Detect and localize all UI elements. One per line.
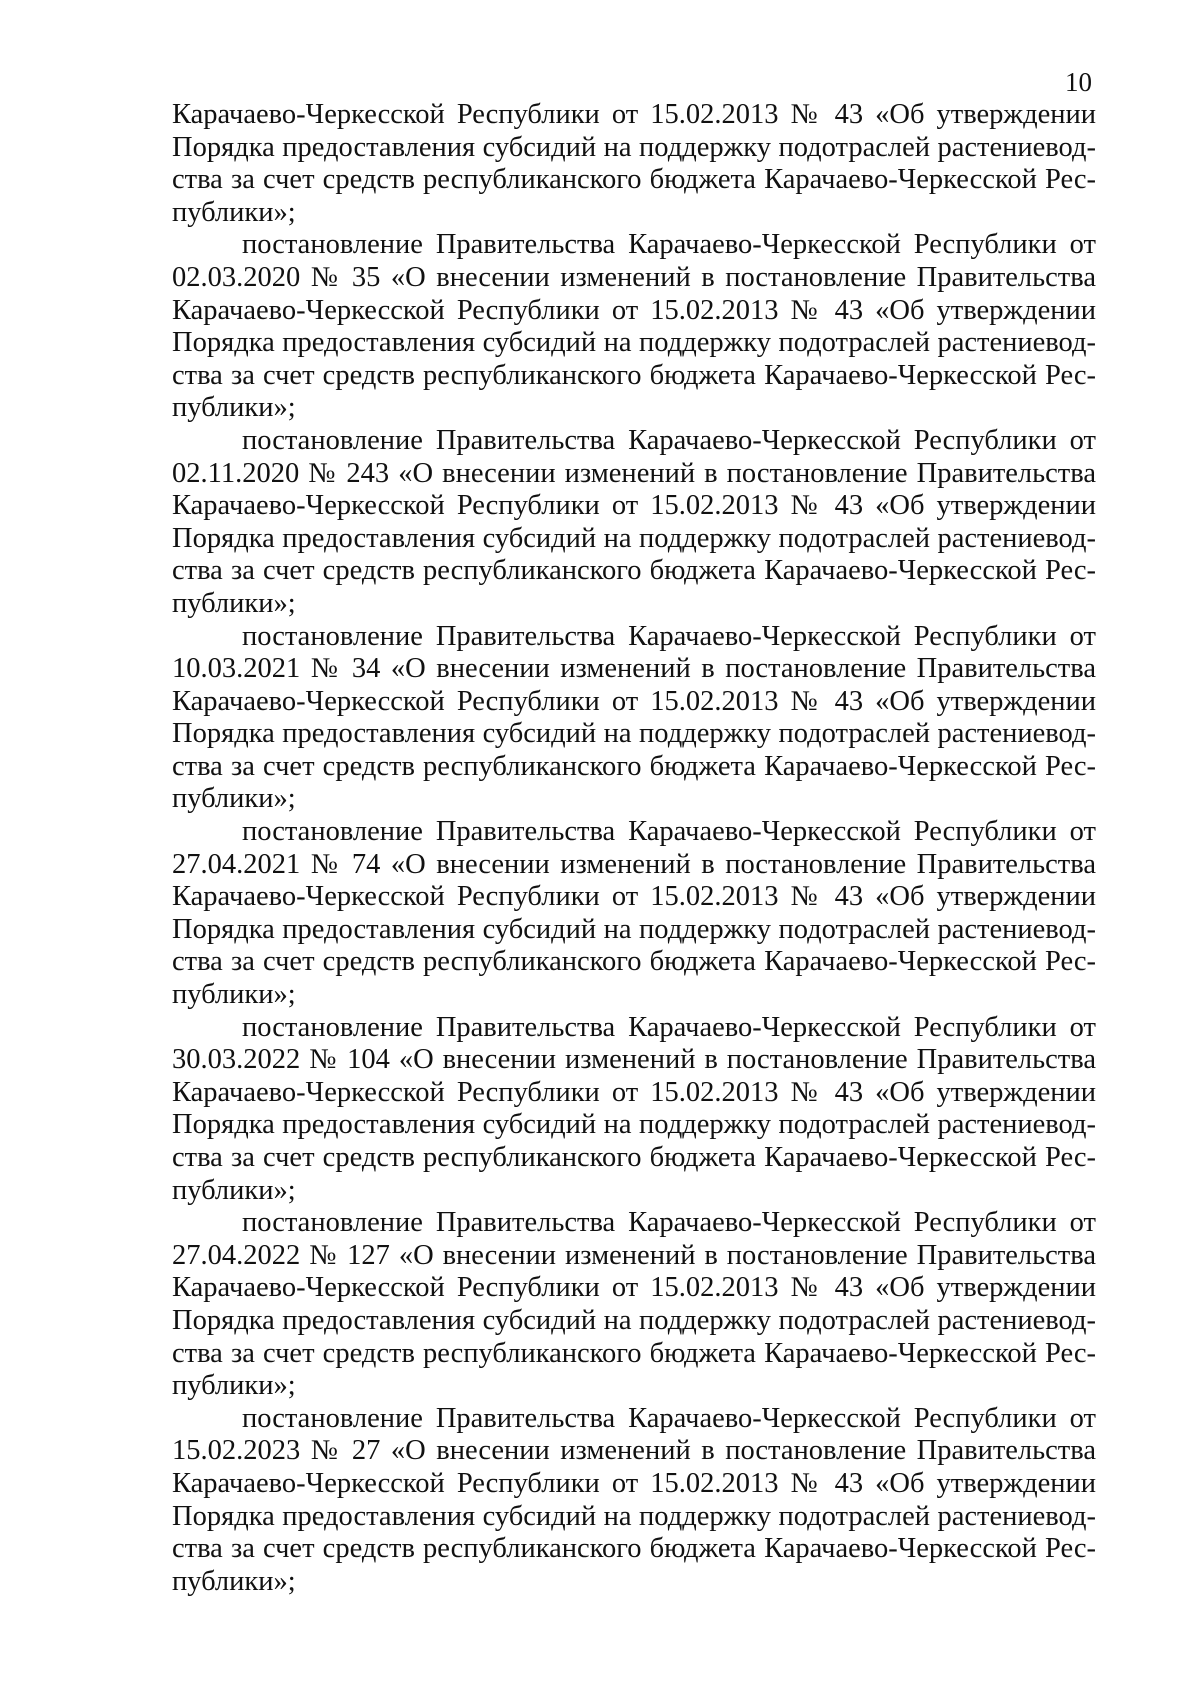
paragraph-continuation: Карачаево-Черкесской Республики от 15.02.2013 № 43 «Об утверждении Порядка предоставления субсидий на поддержку подотраслей растениеводства за счет средств республиканского бюджета Карачаево-Черкесской Республики»;	[172, 99, 1096, 228]
paragraph-resolution-2022-127: постановление Правительства Карачаево-Черкесской Республики от 27.04.2022 № 127 «О внесении изменений в постановление Правительства Карачаево-Черкесской Республики от 15.02.2013 № 43 «Об утверждении Порядка предоставления субсидий на поддержку подотраслей растениеводства за счет средств республиканского бюджета Карачаево-Черкесской Республики»;	[172, 1207, 1096, 1402]
paragraph-resolution-2020-35: постановление Правительства Карачаево-Черкесской Республики от 02.03.2020 № 35 «О внесении изменений в постановление Правительства Карачаево-Черкесской Республики от 15.02.2013 № 43 «Об утверждении Порядка предоставления субсидий на поддержку подотраслей растениеводства за счет средств республиканского бюджета Карачаево-Черкесской Республики»;	[172, 229, 1096, 424]
paragraph-resolution-2020-243: постановление Правительства Карачаево-Черкесской Республики от 02.11.2020 № 243 «О внесении изменений в постановление Правительства Карачаево-Черкесской Республики от 15.02.2013 № 43 «Об утверждении Порядка предоставления субсидий на поддержку подотраслей растениеводства за счет средств республиканского бюджета Карачаево-Черкесской Республики»;	[172, 424, 1096, 619]
page-number: 10	[1065, 67, 1092, 97]
paragraph-resolution-2021-34: постановление Правительства Карачаево-Черкесской Республики от 10.03.2021 № 34 «О внесении изменений в постановление Правительства Карачаево-Черкесской Республики от 15.02.2013 № 43 «Об утверждении Порядка предоставления субсидий на поддержку подотраслей растениеводства за счет средств республиканского бюджета Карачаево-Черкесской Республики»;	[172, 620, 1096, 815]
paragraph-resolution-2021-74: постановление Правительства Карачаево-Черкесской Республики от 27.04.2021 № 74 «О внесении изменений в постановление Правительства Карачаево-Черкесской Республики от 15.02.2013 № 43 «Об утверждении Порядка предоставления субсидий на поддержку подотраслей растениеводства за счет средств республиканского бюджета Карачаево-Черкесской Республики»;	[172, 816, 1096, 1011]
paragraph-resolution-2023-27: постановление Правительства Карачаево-Черкесской Республики от 15.02.2023 № 27 «О внесении изменений в постановление Правительства Карачаево-Черкесской Республики от 15.02.2013 № 43 «Об утверждении Порядка предоставления субсидий на поддержку подотраслей растениеводства за счет средств республиканского бюджета Карачаево-Черкесской Республики»;	[172, 1402, 1096, 1597]
paragraph-resolution-2022-104: постановление Правительства Карачаево-Черкесской Республики от 30.03.2022 № 104 «О внесении изменений в постановление Правительства Карачаево-Черкесской Республики от 15.02.2013 № 43 «Об утверждении Порядка предоставления субсидий на поддержку подотраслей растениеводства за счет средств республиканского бюджета Карачаево-Черкесской Республики»;	[172, 1011, 1096, 1206]
document-body	[172, 99, 1096, 1598]
